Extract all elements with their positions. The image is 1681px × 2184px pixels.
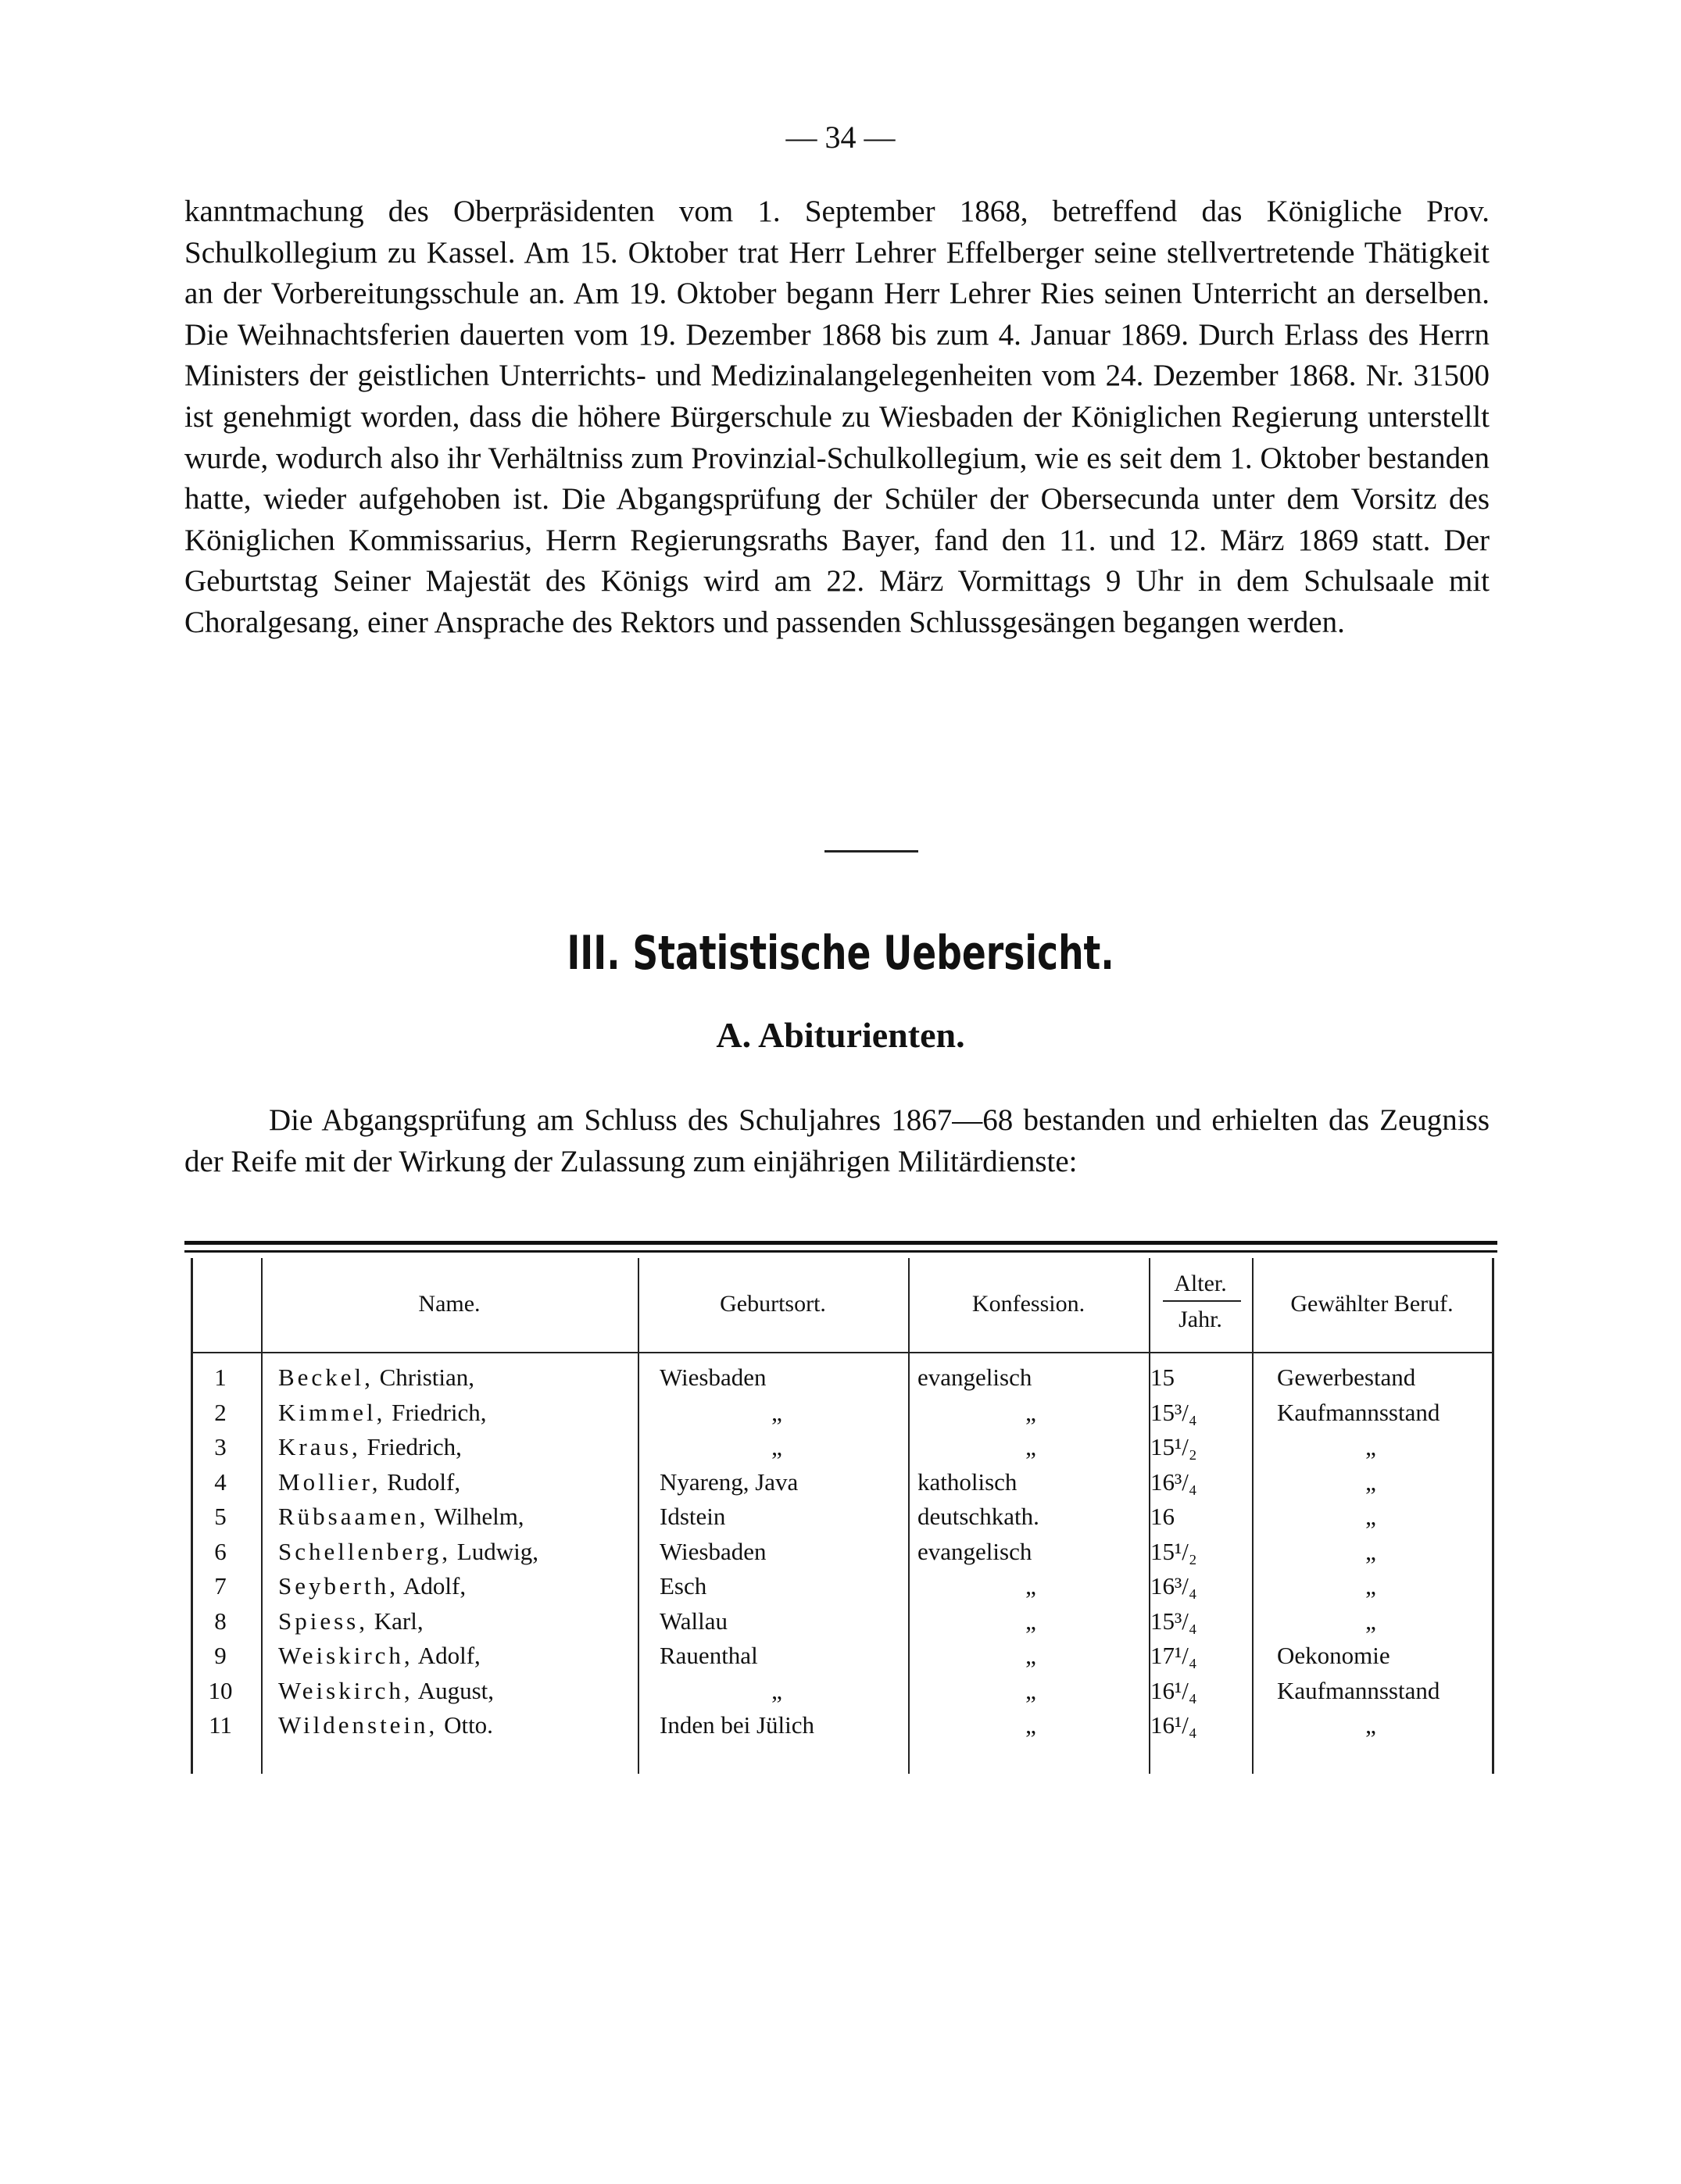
age: 15³/₄ [1150,1607,1197,1635]
surname: Schellenberg, [278,1537,452,1565]
student-name [278,1711,630,1739]
given-name: Wilhelm, [428,1503,524,1530]
table-top-rule-inner [184,1250,1497,1253]
section-title: III. Statistische Uebersicht. [567,926,1114,981]
row-number: 1 [214,1364,227,1391]
student-name [278,1468,630,1496]
header-jahr: Jahr. [1178,1306,1222,1332]
profession: „ [1365,1433,1376,1460]
header-alter: Alter. [1174,1271,1227,1296]
student-name [278,1433,630,1461]
surname: Spiess, [278,1607,368,1635]
given-name: Karl, [368,1607,424,1635]
student-name [278,1677,630,1705]
table-row [191,1711,1494,1746]
surname: Kraus, [278,1433,361,1460]
confession: katholisch [917,1467,1018,1496]
table-row [191,1503,1494,1537]
confession: evangelisch [917,1537,1032,1565]
age: 15¹/₂ [1150,1433,1197,1460]
age: 16³/₄ [1150,1467,1197,1496]
row-number: 7 [214,1572,227,1600]
table-row [191,1572,1494,1607]
confession: „ [1025,1711,1036,1739]
row-number: 10 [208,1676,233,1704]
table-row [191,1642,1494,1676]
student-name [278,1572,630,1600]
confession: „ [1025,1398,1036,1426]
page-number: — 34 — [785,120,896,155]
abiturienten-table [191,1258,1494,1774]
age: 15¹/₂ [1150,1537,1197,1565]
student-name [278,1538,630,1566]
intro-paragraph: Die Abgangsprüfung am Schluss des Schuljahres 1867—68 bestanden und erhielten das Zeugniss der Reife mit der Wirkung der Zulassung zum einjährigen Militärdienste: [184,1103,1490,1178]
profession: „ [1365,1537,1376,1565]
row-number: 6 [214,1537,227,1565]
table-row [191,1607,1494,1642]
student-name [278,1399,630,1427]
table-row [191,1399,1494,1433]
row-number: 8 [214,1607,227,1635]
birthplace: „ [771,1433,782,1460]
student-name [278,1364,630,1392]
age: 17¹/₄ [1150,1642,1197,1669]
profession: „ [1365,1607,1376,1635]
age: 16¹/₄ [1150,1676,1197,1704]
student-name [278,1607,630,1635]
table-row [191,1677,1494,1711]
header-konfession: Konfession. [971,1291,1085,1317]
birthplace: Esch [660,1572,707,1600]
given-name: August, [413,1676,495,1704]
row-number: 11 [209,1711,232,1739]
student-name [278,1503,630,1531]
age: 16³/₄ [1150,1572,1197,1600]
profession: „ [1365,1503,1376,1530]
row-number: 2 [214,1398,227,1426]
surname: Beckel, [278,1364,374,1391]
birthplace: Idstein [660,1503,726,1530]
confession: „ [1025,1433,1036,1460]
profession: Gewerbestand [1277,1364,1416,1391]
table-row [191,1433,1494,1467]
profession: „ [1365,1711,1376,1739]
birthplace: „ [771,1676,782,1704]
confession: „ [1025,1676,1036,1704]
surname: Weiskirch, [278,1642,413,1669]
student-name [278,1642,630,1670]
birthplace: Wiesbaden [660,1537,767,1565]
surname: Kimmel, [278,1398,386,1426]
profession: Oekonomie [1277,1642,1390,1669]
header-name: Name. [418,1291,481,1317]
birthplace: Rauenthal [660,1642,758,1669]
header-beruf: Gewählter Beruf. [1290,1291,1454,1317]
given-name: Friedrich, [385,1398,487,1426]
age: 15 [1150,1364,1175,1391]
given-name: Friedrich, [360,1433,462,1460]
header-geburtsort: Geburtsort. [720,1291,826,1317]
confession: „ [1025,1642,1036,1669]
row-number: 3 [214,1433,227,1460]
profession: Kaufmannsstand [1277,1676,1440,1704]
profession: „ [1365,1572,1376,1600]
birthplace: Inden bei Jülich [660,1711,815,1739]
table-row [191,1364,1494,1398]
body-paragraph: kanntmachung des Oberpräsidenten vom 1. September 1868, betreffend das Königliche Prov. Schulkollegium zu Kassel. Am 15. Oktober trat Herr Lehrer Effelberger seine stellvertretende Thätigkeit an der Vorbereitungsschule an. Am 19. Oktober begann Herr Lehrer Ries seinen Unterricht an derselben. Die Weihnachtsferien dauerten vom 19. Dezember 1868 bis zum 4. Januar 1869. Durch Erlass des Herrn Ministers der geistlichen Unterrichts- und Medizinalangelegenheiten vom 24. Dezember 1868. Nr. 31500 ist genehmigt worden, dass die höhere Bürgerschule zu Wiesbaden der Königlichen Regierung unterstellt wurde, wodurch also ihr Verhältniss zum Provinzial-Schulkollegium, wie es seit dem 1. Oktober bestanden hatte, wieder aufgehoben ist. Die Abgangsprüfung der Schüler der Obersecunda unter dem Vorsitz des Königlichen Kommissarius, Herrn Regierungsraths Bayer, fand den 11. und 12. März 1869 statt. Der Geburtstag Seiner Majestät des Königs wird am 22. März Vormittags 9 Uhr in dem Schulsaale mit Choralgesang, einer Ansprache des Rektors und passenden Schlussgesängen begangen werden. [184,195,1490,639]
surname: Mollier, [278,1467,381,1496]
surname: Wildenstein, [278,1711,438,1739]
age: 15³/₄ [1150,1398,1197,1426]
given-name: Rudolf, [381,1467,461,1496]
header-alter-rule [1163,1300,1241,1302]
table-top-rule [184,1241,1497,1245]
profession: „ [1365,1467,1376,1496]
row-number: 9 [214,1642,227,1669]
row-number: 4 [214,1467,227,1496]
age: 16¹/₄ [1150,1711,1197,1739]
confession: evangelisch [917,1364,1032,1391]
birthplace: Wallau [660,1607,728,1635]
surname: Rübsaamen, [278,1503,429,1530]
given-name: Adolf, [413,1642,481,1669]
age: 16 [1150,1503,1175,1530]
given-name: Adolf, [398,1572,467,1600]
confession: „ [1025,1572,1036,1600]
given-name: Christian, [373,1364,474,1391]
birthplace: Wiesbaden [660,1364,767,1391]
header-rule [191,1352,1494,1353]
confession: deutschkath. [917,1503,1039,1530]
table-row [191,1538,1494,1572]
row-number: 5 [214,1503,227,1530]
section-divider [824,850,918,853]
profession: Kaufmannsstand [1277,1398,1440,1426]
birthplace: „ [771,1398,782,1426]
confession: „ [1025,1607,1036,1635]
given-name: Ludwig, [451,1537,538,1565]
birthplace: Nyareng, Java [660,1467,799,1496]
surname: Weiskirch, [278,1676,413,1704]
subsection-title: A. Abiturienten. [716,1015,965,1055]
surname: Seyberth, [278,1572,399,1600]
table-row [191,1468,1494,1503]
given-name: Otto. [438,1711,493,1739]
